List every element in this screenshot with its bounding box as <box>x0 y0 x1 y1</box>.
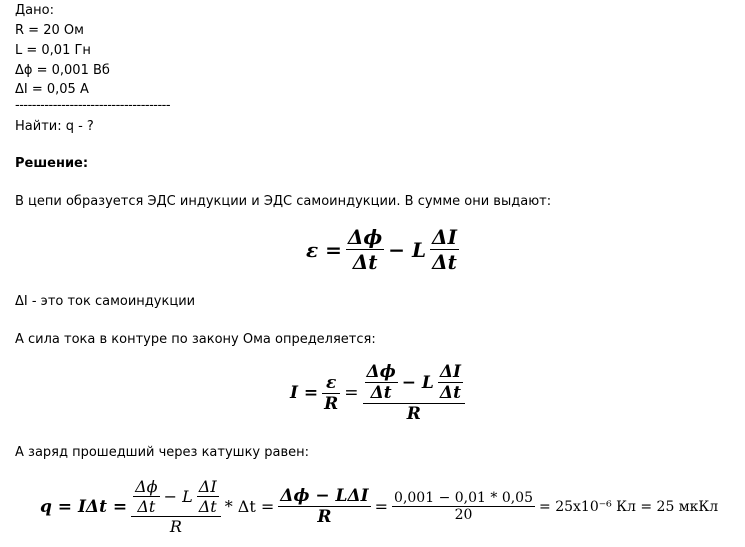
f3-big-frac: $\frac{\Delta\phi}{\Delta t}$ − L $\frac{\Delta I}{\Delta t}$ R <box>131 477 221 536</box>
paragraph-4: А заряд прошедший через катушку равен: <box>15 445 309 460</box>
f3-mid-frac: $\frac{\text{Δϕ − LΔI}}{R}$ <box>280 486 369 527</box>
solution-heading: Решение: <box>15 156 89 171</box>
formula-current <box>286 362 465 424</box>
f1-lhs: ε = <box>306 237 342 262</box>
paragraph-2: ΔI - это ток самоиндукции <box>15 294 196 309</box>
given-r: R = 20 Ом <box>15 23 84 38</box>
f3-times-dt: * Δt = <box>224 497 275 516</box>
f3-lhs: q = IΔt = <box>40 496 128 517</box>
f3-result: = 25x10⁻⁶ Кл = 25 мкКл <box>539 498 719 515</box>
given-title: Дано: <box>15 3 54 18</box>
f1-frac1: $\frac{\Delta\phi}{\Delta t}$ <box>347 225 383 274</box>
f3-eq2: = <box>374 497 389 516</box>
f2-eps-frac: $\frac{\varepsilon}{R}$ <box>324 372 339 414</box>
given-l: L = 0,01 Гн <box>15 43 91 58</box>
f1-minus: − L <box>388 237 427 262</box>
paragraph-1: В цепи образуется ЭДС индукции и ЭДС самоиндукции. В сумме они выдают: <box>15 194 552 209</box>
f2-lhs: I = <box>290 383 319 403</box>
given-dphi: Δϕ = 0,001 Вб <box>15 63 110 78</box>
find-line: Найти: q - ? <box>15 119 94 134</box>
formula-charge <box>36 477 722 536</box>
f1-frac2: $\frac{\Delta I}{\Delta t}$ <box>432 225 457 274</box>
f2-big-frac: $\frac{\Delta\phi}{\Delta t}$ − L $\frac{\Delta I}{\Delta t}$ R <box>363 362 465 424</box>
formula-emf <box>302 225 459 274</box>
f3-num-frac: $\frac{0,001 - 0,01 * 0,05}{20}$ <box>394 490 534 523</box>
given-di: ΔI = 0,05 А <box>15 82 89 97</box>
f2-eq: = <box>344 383 359 403</box>
paragraph-3: А сила тока в контуре по закону Ома определяется: <box>15 332 376 347</box>
divider: ------------------------------------- <box>15 98 171 113</box>
